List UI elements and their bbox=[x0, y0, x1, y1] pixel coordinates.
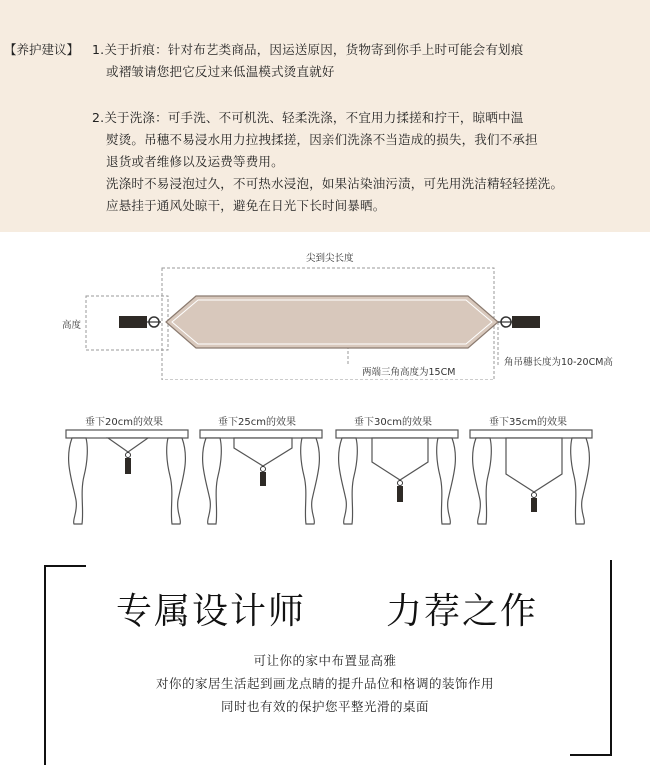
left-tassel-icon bbox=[119, 316, 147, 328]
table-effects-svg bbox=[0, 420, 650, 550]
designer-title: 专属设计师 bbox=[116, 591, 307, 632]
care-advice-panel bbox=[0, 0, 650, 232]
tassel-35-icon bbox=[531, 498, 537, 512]
table-25cm bbox=[200, 430, 322, 524]
runner-drop-35 bbox=[506, 438, 562, 492]
table-label-20: 垂下20cm的效果 bbox=[85, 417, 163, 428]
tassel-bead-25 bbox=[261, 467, 266, 472]
care-line-3: 2.关于洗涤：可手洗、不可机洗、轻柔洗涤，不宜用力揉搓和拧干，晾晒中温 bbox=[92, 110, 524, 125]
tip-length-label: 尖到尖长度 bbox=[306, 253, 354, 264]
tassel-30-icon bbox=[397, 486, 403, 502]
tassel-25-icon bbox=[260, 472, 266, 486]
care-line-7: 应悬挂于通风处晾干，避免在日光下长时间暴晒。 bbox=[106, 198, 386, 213]
care-advice-label: 【养护建议】 bbox=[4, 42, 80, 57]
table-label-30: 垂下30cm的效果 bbox=[354, 417, 432, 428]
tassel-bead-20 bbox=[126, 453, 131, 458]
tassel-bead-30 bbox=[398, 481, 403, 486]
right-tassel-icon bbox=[512, 316, 540, 328]
table-label-35: 垂下35cm的效果 bbox=[489, 417, 567, 428]
care-line-1: 1.关于折痕：针对布艺类商品，因运送原因，货物寄到你手上时可能会有划痕 bbox=[92, 42, 524, 57]
height-label: 高度 bbox=[62, 320, 82, 331]
care-line-6: 洗涤时不易浸泡过久，不可热水浸泡，如果沾染油污渍，可先用洗洁精轻轻搓洗。 bbox=[106, 176, 564, 191]
runner-drop-30 bbox=[372, 438, 428, 480]
runner-drop-25 bbox=[234, 438, 292, 466]
tassel-bead-35 bbox=[532, 493, 537, 498]
tassel-length-label: 角吊穗长度为10-20CM高 bbox=[504, 357, 613, 368]
triangle-height-label: 两端三角高度为15CM bbox=[362, 367, 456, 378]
designer-desc-2: 对你的家居生活起到画龙点睛的提升品位和格调的装饰作用 bbox=[155, 676, 494, 691]
table-30cm bbox=[336, 430, 458, 524]
table-35cm bbox=[470, 430, 592, 524]
tassel-20-icon bbox=[125, 458, 131, 474]
care-line-4: 熨烫。吊穗不易浸水用力拉拽揉搓，因亲们洗涤不当造成的损失，我们不承担 bbox=[106, 132, 538, 147]
care-line-5: 退货或者维修以及运费等费用。 bbox=[106, 154, 284, 169]
care-line-2: 或褶皱请您把它反过来低温模式烫直就好 bbox=[106, 64, 335, 79]
runner-drop-20 bbox=[108, 438, 148, 452]
runner-shape bbox=[166, 296, 498, 348]
table-20cm bbox=[66, 430, 188, 524]
designer-desc-1: 可让你的家中布置显高雅 bbox=[253, 653, 397, 668]
table-label-25: 垂下25cm的效果 bbox=[218, 417, 296, 428]
designer-desc-3: 同时也有效的保护您平整光滑的桌面 bbox=[220, 699, 429, 714]
designer-subtitle: 力荐之作 bbox=[386, 591, 539, 632]
